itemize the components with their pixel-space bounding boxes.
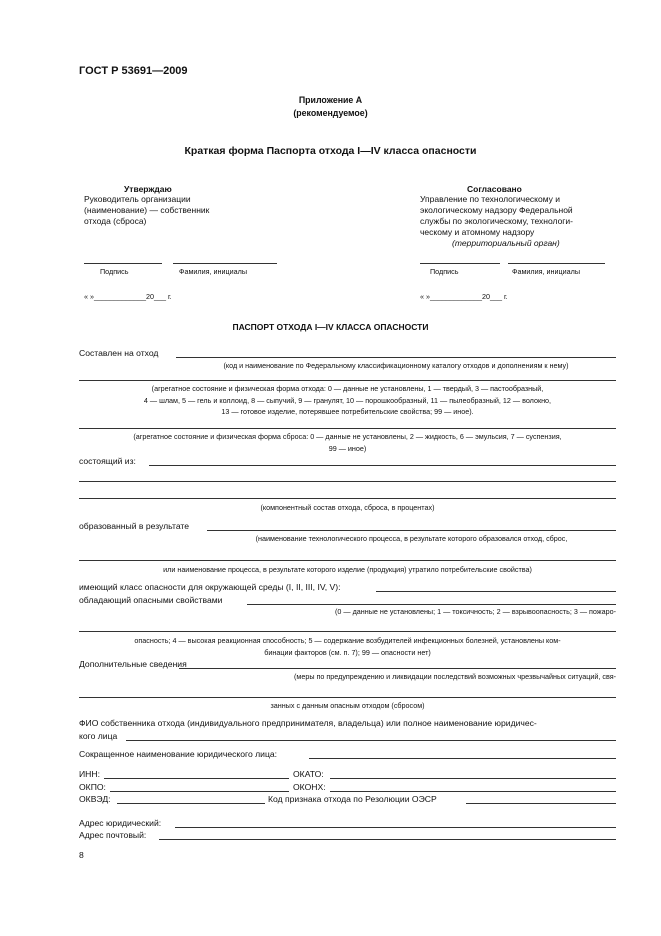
compiled-input-line[interactable]	[176, 357, 616, 358]
postal-address-label: Адрес почтовый:	[79, 830, 147, 840]
owner-label: кого лица	[79, 731, 118, 741]
aggregate-caption: (агрегатное состояние и физическая форма отхода: 0 — данные не установлены, 1 — твердый, 3 — пастообразный,	[151, 384, 544, 393]
agree-line: экологическому надзору Федеральной	[420, 205, 573, 215]
compiled-caption: (код и наименование по Федеральному классификационному каталогу отходов и дополнениям к нему)	[223, 361, 569, 370]
hazard-class-input-line[interactable]	[376, 591, 616, 592]
extra-input-line[interactable]	[179, 668, 616, 669]
agree-org-note: (территориальный орган)	[452, 238, 560, 248]
hazard-caption: опасность; 4 — высокая реакционная способность; 5 — содержание возбудителей инфекционных болезней, установлены ком-	[134, 636, 561, 645]
appendix-note: (рекомендуемое)	[293, 108, 368, 118]
hazard-props-label: обладающий опасными свойствами	[79, 595, 223, 605]
approve-text	[84, 194, 209, 227]
agree-line: Управление по технологическому и	[420, 194, 561, 204]
legal-address-label: Адрес юридический:	[79, 818, 162, 828]
agree-text	[420, 194, 608, 249]
oecd-label: Код признака отхода по Резолюции ОЭСР	[268, 794, 437, 804]
page-number: 8	[79, 850, 84, 860]
short-name-input-line[interactable]	[309, 758, 616, 759]
agree-date: « »_____________20___ г.	[420, 292, 508, 301]
component-caption: (компонентный состав отхода, сброса, в процентах)	[260, 503, 435, 512]
approve-sign-line[interactable]	[84, 263, 162, 264]
approve-date: « »_____________20___ г.	[84, 292, 172, 301]
compiled-label: Составлен на отход	[79, 348, 159, 358]
agree-name-line[interactable]	[508, 263, 605, 264]
inn-label: ИНН:	[79, 769, 100, 779]
extra-caption: занных с данным опасным отходом (сбросом)	[270, 701, 425, 710]
short-name-label: Сокращенное наименование юридического лица:	[79, 749, 278, 759]
okpo-input-line[interactable]	[110, 791, 289, 792]
consists-label: состоящий из:	[79, 456, 136, 466]
okved-input-line[interactable]	[117, 803, 265, 804]
extra-label: Дополнительные сведения	[79, 659, 187, 669]
appendix-title: Приложение А	[298, 95, 363, 105]
aggregate-caption: 4 — шлам, 5 — гель и коллоид, 8 — сыпучий, 9 — гранулят, 10 — порошкообразный, 11 — пылеобразный, 12 — волокно,	[143, 396, 552, 405]
approve-heading: Утверждаю	[124, 184, 172, 194]
agree-sign-label: Подпись	[430, 267, 459, 276]
discharge-input-line[interactable]	[79, 428, 616, 429]
agree-heading: Согласовано	[467, 184, 522, 194]
inn-input-line[interactable]	[104, 778, 289, 779]
passport-title: ПАСПОРТ ОТХОДА I—IV КЛАССА ОПАСНОСТИ	[232, 322, 429, 332]
formed-input-line[interactable]	[79, 560, 616, 561]
approve-name-line[interactable]	[173, 263, 277, 264]
okpo-label: ОКПО:	[79, 782, 106, 792]
agree-sign-line[interactable]	[420, 263, 500, 264]
consists-input-line[interactable]	[149, 465, 616, 466]
approve-line: отхода (сброса)	[84, 216, 147, 226]
hazard-props-input-line[interactable]	[247, 604, 616, 605]
okonh-label: ОКОНХ:	[293, 782, 326, 792]
okonh-input-line[interactable]	[330, 791, 616, 792]
form-title: Краткая форма Паспорта отхода I—IV класса опасности	[184, 145, 477, 157]
agree-name-label: Фамилия, инициалы	[512, 267, 581, 276]
aggregate-caption: 13 — готовое изделие, потерявшее потребительские свойства; 99 — иное).	[221, 407, 474, 416]
owner-input-line[interactable]	[126, 740, 616, 741]
document-id: ГОСТ Р 53691—2009	[79, 65, 188, 77]
legal-address-input-line[interactable]	[175, 827, 616, 828]
hazard-caption: бинации факторов (см. п. 7); 99 — опасности нет)	[264, 648, 431, 657]
okato-label: ОКАТО:	[293, 769, 324, 779]
hazard-class-label: имеющий класс опасности для окружающей среды (I, II, III, IV, V):	[79, 582, 341, 592]
hazard-caption: (0 — данные не установлены; 1 — токсичность; 2 — взрывоопасность; 3 — пожаро-	[335, 607, 616, 616]
hazard-props-input-line[interactable]	[79, 631, 616, 632]
formed-label: образованный в результате	[79, 521, 190, 531]
approve-name-label: Фамилия, инициалы	[179, 267, 248, 276]
postal-address-input-line[interactable]	[159, 839, 616, 840]
aggregate-input-line[interactable]	[79, 380, 616, 381]
approve-sign-label: Подпись	[100, 267, 129, 276]
discharge-caption: 99 — иное)	[328, 444, 367, 453]
consists-input-line[interactable]	[79, 481, 616, 482]
owner-label: ФИО собственника отхода (индивидуального предпринимателя, владельца) или полное наименование юридичес-	[79, 718, 537, 728]
oecd-input-line[interactable]	[466, 803, 616, 804]
extra-caption: (меры по предупреждению и ликвидации последствий возможных чрезвычайных ситуаций, свя-	[294, 672, 616, 681]
consists-input-line[interactable]	[79, 498, 616, 499]
formed-caption: или наименование процесса, в результате которого изделие (продукция) утратило потребительские свойства)	[163, 565, 532, 574]
approve-line: (наименование) — собственник	[84, 205, 210, 215]
okato-input-line[interactable]	[330, 778, 616, 779]
agree-line: службы по экологическому, технологи-	[420, 216, 573, 226]
formed-caption: (наименование технологического процесса, в результате которого образовался отход, сброс,	[255, 534, 568, 543]
discharge-caption: (агрегатное состояние и физическая форма сброса: 0 — данные не установлены, 2 — жидкость, 6 — эмульсия, 7 — суспензия,	[133, 432, 562, 441]
formed-input-line[interactable]	[207, 530, 616, 531]
agree-line: ческому и атомному надзору	[420, 227, 535, 237]
extra-input-line[interactable]	[79, 697, 616, 698]
okved-label: ОКВЭД:	[79, 794, 111, 804]
approve-line: Руководитель организации	[84, 194, 191, 204]
